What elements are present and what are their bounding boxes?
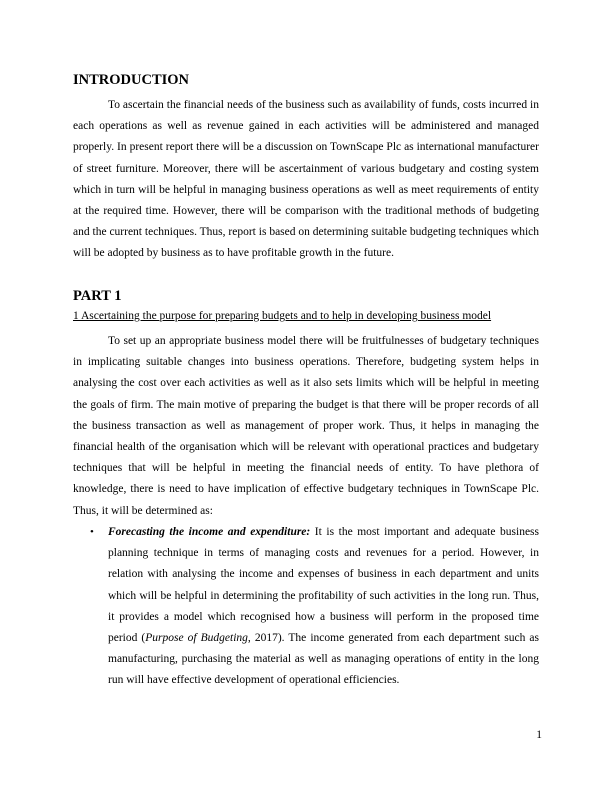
bullet-title: Forecasting the income and expenditure:: [108, 526, 311, 538]
list-item: [73, 522, 539, 692]
introduction-paragraph: To ascertain the financial needs of the business such as availability of funds, costs incurred in each operations as well as revenue gained in each activities will be administered and managed properly. In present report there will be a discussion on TownScape Plc as international manufacturer of street furniture. Moreover, there will be ascertainment of various budgetary and costing system which in turn will be helpful in managing business operations as well as meet requirements of entity at the required time. However, there will be comparison with the traditional methods of budgeting and the current techniques. Thus, report is based on determining suitable budgeting techniques which will be adopted by business as to have profitable growth in the future.: [73, 99, 539, 260]
bullet-icon: •: [90, 526, 94, 538]
page-number: 1: [536, 729, 542, 741]
bullet-text-before-citation: It is the most important and adequate business planning technique in terms of managing costs and revenues for a period. However, in relation with analysing the income and expenses of business in each department and units which will be helpful in determining the profitability of such activities in the long run. Thus, it provides a model which recognised how a business will perform in the proposed time period (: [108, 526, 540, 645]
part1-paragraph: To set up an appropriate business model there will be fruitfulnesses of budgetary techniques in implicating suitable changes into business operations. Therefore, budgeting system helps in analysing the cost over each activities as well as it also sets limits which will be helpful in meeting the goals of firm. The main motive of preparing the budget is that there will be proper records of all the business transaction as well as management of proper work. Thus, it helps in managing the financial health of the organisation which will be relevant with operational practices and budgetary techniques that will be helpful in meeting the financial needs of entity. To have plethora of knowledge, there is need to have implication of effective budgetary techniques in TownScape Plc. Thus, it will be determined as:: [73, 335, 539, 517]
part1-heading: PART 1: [73, 288, 122, 304]
bullet-text-after-citation: , 2017). The income generated from each department such as manufacturing, purchasing the material as well as managing operations of entity in the long run will have effective development of operational efficiencies.: [108, 632, 539, 687]
bullet-list: [73, 522, 539, 692]
introduction-heading: INTRODUCTION: [73, 72, 190, 88]
section-1-subheading: 1 Ascertaining the purpose for preparing budgets and to help in developing business model: [73, 310, 492, 322]
citation-title: Purpose of Budgeting: [145, 632, 248, 645]
